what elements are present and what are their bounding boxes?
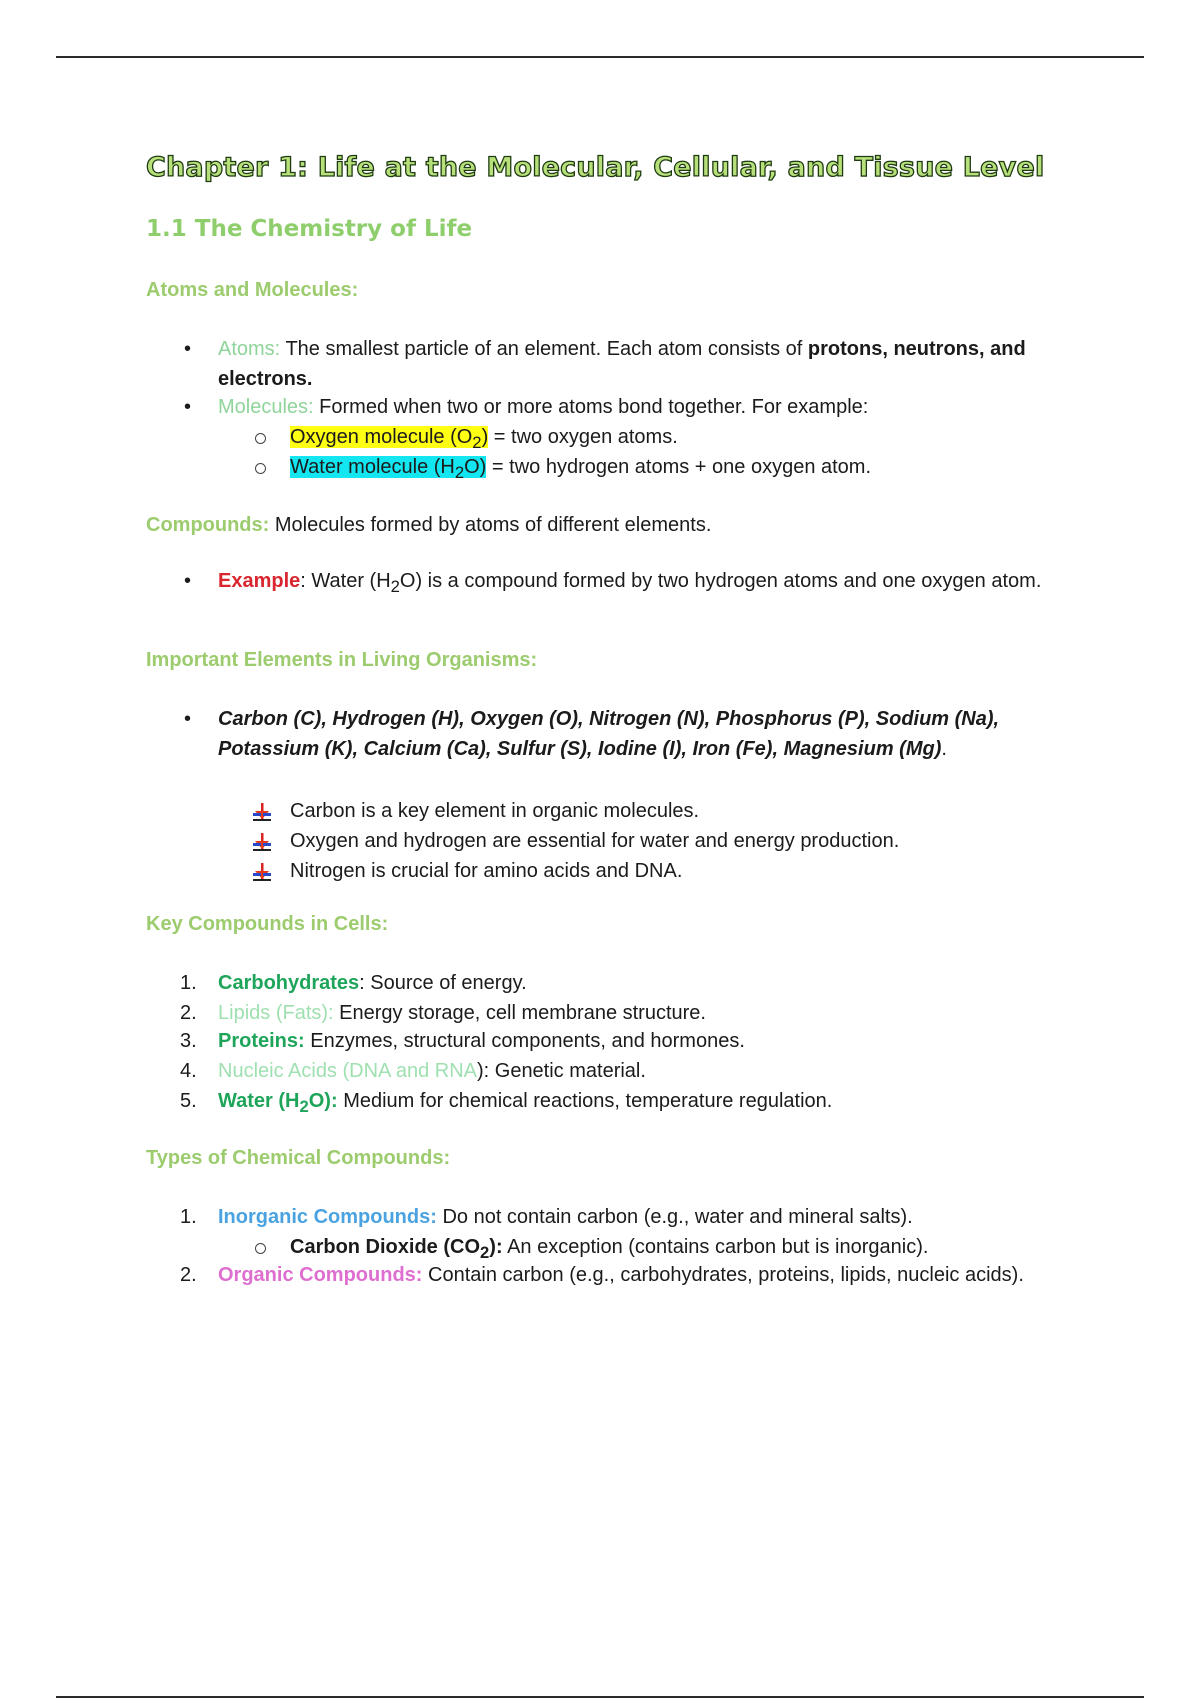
flag-arrow-icon [252,832,272,852]
bullet-marker: • [184,396,192,418]
bottom-rule [56,1696,1144,1698]
circle-bullet [255,463,266,474]
elements-heading: Important Elements in Living Organisms: [146,649,538,671]
list-item-carbohydrates [218,968,1068,998]
carbohydrates-text: : Source of energy. [359,972,527,994]
list-item-inorganic [218,1202,1068,1232]
lipids-label: Lipids (Fats): [218,1002,334,1024]
water-compound-subscript: 2 [299,1097,309,1116]
document-body [146,150,1066,1286]
water-compound-label [218,1090,338,1116]
co2-label-text: Carbon Dioxide (CO [290,1236,481,1258]
nucleic-acids-text: ): Genetic material. [476,1060,646,1082]
key-compounds-heading: Key Compounds in Cells: [146,913,389,935]
bullet-marker: • [184,338,192,360]
compounds-label: Compounds: [146,514,270,536]
oxygen-label: Oxygen molecule (O [290,426,473,448]
water-compound-label-end: O): [308,1090,338,1112]
oxygen-text: = two oxygen atoms. [488,426,678,448]
flag-arrow-icon [252,802,272,822]
water-text: = two hydrogen atoms + one oxygen atom. [486,456,872,478]
compounds-paragraph [146,510,711,540]
types-heading: Types of Chemical Compounds: [146,1147,451,1169]
list-number: 2. [180,1002,197,1024]
water-label-end: O) [464,456,487,478]
circle-bullet [255,433,266,444]
oxygen-highlight [290,426,489,452]
proteins-text: Enzymes, structural components, and hormones. [304,1030,745,1052]
oxygen-subscript: 2 [472,433,482,452]
atoms-bold: protons, neutrons, and electrons. [218,338,1026,390]
water-compound-label-text: Water (H [218,1090,300,1112]
list-number: 5. [180,1090,197,1112]
example-text-end: O) is a compound formed by two hydrogen atoms and one oxygen atom. [399,570,1042,592]
section-title: 1.1 The Chemistry of Life [146,216,473,242]
proteins-label: Proteins: [218,1030,305,1052]
list-number: 4. [180,1060,197,1082]
list-number: 1. [180,1206,197,1228]
elements-list-end: . [941,738,947,760]
inorganic-label: Inorganic Compounds: [218,1206,437,1228]
list-item-proteins [218,1026,1068,1056]
element-fact: Oxygen and hydrogen are essential for water and energy production. [290,830,900,852]
list-item-organic [218,1260,1048,1290]
list-number: 1. [180,972,197,994]
chapter-title: Chapter 1: Life at the Molecular, Cellular, and Tissue Level [146,152,1045,183]
nucleic-acids-label: Nucleic Acids (DNA and RNA [218,1060,477,1082]
list-item-nucleic-acids [218,1056,1068,1086]
element-fact: Nitrogen is crucial for amino acids and DNA. [290,860,683,882]
water-subscript: 2 [454,463,465,482]
bullet-marker: • [184,708,192,730]
circle-bullet [255,1243,266,1254]
flag-arrow-icon [252,862,272,882]
inorganic-text: Do not contain carbon (e.g., water and mineral salts). [436,1206,913,1228]
molecules-label: Molecules: [218,396,314,418]
water-example [290,452,1070,488]
carbohydrates-label: Carbohydrates [218,972,360,994]
lipids-text: Energy storage, cell membrane structure. [333,1002,706,1024]
element-fact: Carbon is a key element in organic molecules. [290,800,700,822]
oxygen-label-end: ) [481,426,489,448]
co2-subscript: 2 [480,1243,490,1262]
atoms-molecules-heading: Atoms and Molecules: [146,279,359,301]
atoms-label: Atoms: [218,338,281,360]
elements-list: Carbon (C), Hydrogen (H), Oxygen (O), Nitrogen (N), Phosphorus (P), Sodium (Na), Potassium (K), Calcium (Ca), Sulfur (S), Iodine (I), Iron (Fe), Magnesium (Mg) [218,708,1000,760]
example-text: : Water (H [300,570,391,592]
co2-text: An exception (contains carbon but is inorganic). [502,1236,929,1258]
atoms-text: The smallest particle of an element. Each atom consists of [280,338,808,360]
water-label: Water molecule (H [290,456,455,478]
list-item-elements [218,704,1008,764]
molecules-text: Formed when two or more atoms bond together. For example: [313,396,869,418]
water-compound-text: Medium for chemical reactions, temperature regulation. [337,1090,833,1112]
example-label: Example [218,570,301,592]
list-item-molecules [218,392,1068,422]
compounds-text: Molecules formed by atoms of different elements. [269,514,712,536]
list-item-water [218,1086,1068,1122]
list-item-atoms [218,334,1068,394]
top-rule [56,56,1144,58]
list-number: 3. [180,1030,197,1052]
example-subscript: 2 [390,577,400,596]
co2-label-end: ): [489,1236,503,1258]
organic-text: Contain carbon (e.g., carbohydrates, proteins, lipids, nucleic acids). [422,1264,1024,1286]
list-number: 2. [180,1264,197,1286]
list-item-example [218,566,1068,602]
list-item-lipids [218,998,1068,1028]
water-highlight [290,456,487,482]
co2-label [290,1236,503,1262]
organic-label: Organic Compounds: [218,1264,423,1286]
bullet-marker: • [184,570,192,592]
